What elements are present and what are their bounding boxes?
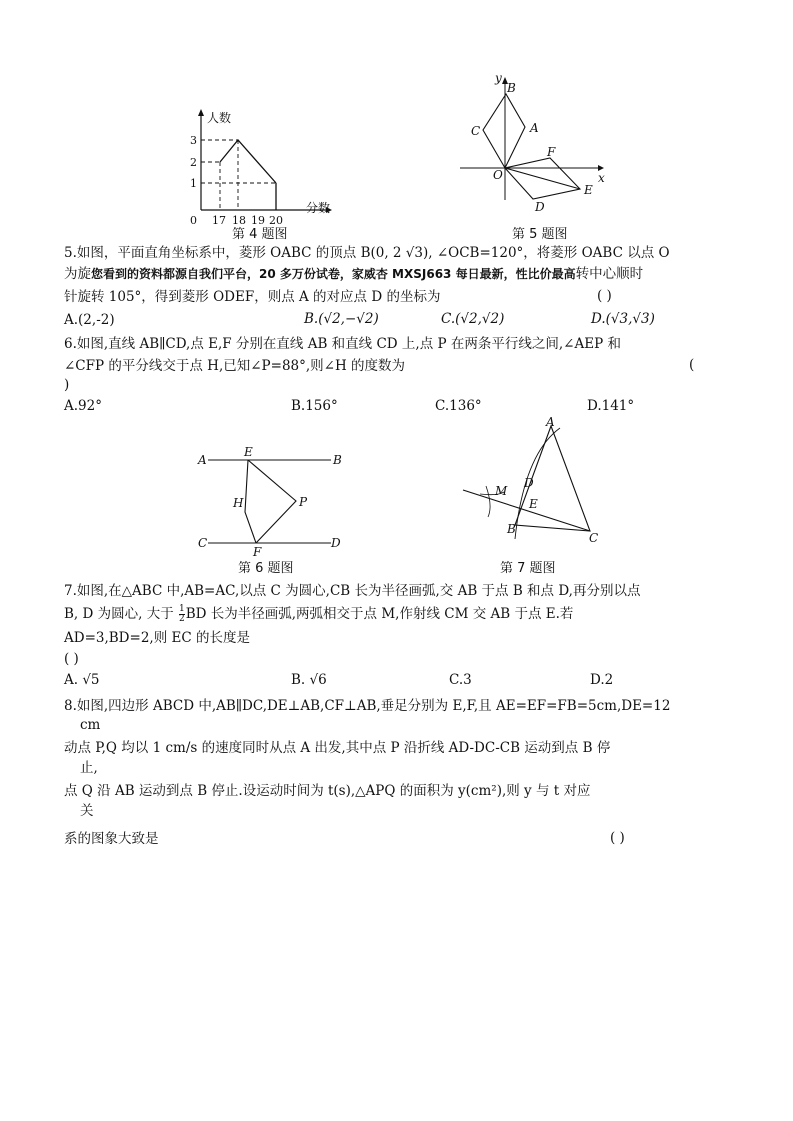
q7-line-2-text-a: B, D 为圆心, 大于 bbox=[64, 606, 174, 622]
q7-line-2 bbox=[64, 605, 573, 624]
x-axis-label: x bbox=[598, 171, 605, 185]
figure-4-caption: 第 4 题图 bbox=[232, 227, 288, 242]
q5-answer-bracket: ( ) bbox=[597, 288, 612, 304]
point-m-label: M bbox=[495, 484, 508, 498]
q6-option-c: C.136° bbox=[435, 398, 482, 414]
point-p-label: P bbox=[299, 495, 308, 509]
point-o-label: O bbox=[493, 168, 503, 182]
figure-5-caption: 第 5 题图 bbox=[512, 227, 568, 242]
q5-line-2 bbox=[64, 265, 643, 283]
q7-option-c: C.3 bbox=[449, 672, 472, 688]
q6-option-d: D.141° bbox=[587, 398, 635, 414]
q8-line-3: 点 Q 沿 AB 运动到点 B 停止.设运动时间为 t(s),△APQ 的面积为 y(cm²),则 y 与 t 对应 bbox=[64, 783, 591, 799]
point-b-label: B bbox=[507, 81, 516, 95]
fraction-numerator: 1 bbox=[179, 604, 185, 614]
q5-line-1: 5.如图，平面直角坐标系中，菱形 OABC 的顶点 B(0, 2 √3), ∠OCB=120°，将菱形 OABC 以点 O bbox=[64, 245, 670, 261]
point-d-label: D bbox=[535, 200, 545, 214]
y-axis-label: y bbox=[495, 72, 502, 85]
point-a-label: A bbox=[546, 415, 555, 429]
point-b-label: B bbox=[333, 453, 342, 467]
point-f-label: F bbox=[547, 145, 556, 159]
q6-line-1: 6.如图,直线 AB∥CD,点 E,F 分别在直线 AB 和直线 CD 上,点 P 在两条平行线之间,∠AEP 和 bbox=[64, 336, 621, 352]
q7-option-d: D.2 bbox=[590, 672, 614, 688]
q5-option-b: B.(√2,−√2) bbox=[304, 311, 379, 327]
q8-line-1: 8.如图,四边形 ABCD 中,AB∥DC,DE⊥AB,CF⊥AB,垂足分别为 E,F,且 AE=EF=FB=5cm,DE=12 bbox=[64, 698, 671, 714]
point-a-label: A bbox=[198, 453, 207, 467]
point-d-label: D bbox=[524, 476, 534, 490]
y-tick-3: 3 bbox=[190, 134, 197, 147]
y-axis-label: 人数 bbox=[207, 111, 232, 125]
point-f-label: F bbox=[253, 545, 262, 559]
path-ehf bbox=[245, 460, 256, 543]
rhombus-oabc bbox=[483, 94, 525, 168]
q8-line-3-cont: 关 bbox=[80, 803, 94, 819]
polyline-data bbox=[220, 140, 276, 183]
figure-7 bbox=[458, 414, 608, 554]
q7-line-3: AD=3,BD=2,则 EC 的长度是 bbox=[64, 630, 250, 646]
point-e-label: E bbox=[584, 183, 593, 197]
y-tick-1: 1 bbox=[190, 177, 197, 190]
fraction-half bbox=[179, 605, 185, 624]
q7-option-a: A. √5 bbox=[64, 672, 100, 688]
q7-option-b: B. √6 bbox=[291, 672, 327, 688]
q7-answer-bracket: ( ) bbox=[64, 651, 79, 667]
point-c-label: C bbox=[198, 536, 208, 550]
q8-line-2-cont: 止, bbox=[80, 760, 98, 776]
figure-5 bbox=[455, 72, 615, 222]
point-c-label: C bbox=[589, 531, 599, 545]
q5-option-c: C.(√2,√2) bbox=[441, 311, 505, 327]
y-tick-2: 2 bbox=[190, 156, 197, 169]
ray-cm bbox=[463, 490, 590, 531]
q5-line-3: 针旋转 105°，得到菱形 ODEF，则点 A 的对应点 D 的坐标为 bbox=[64, 289, 441, 305]
point-e-label: E bbox=[529, 497, 538, 511]
q5-line-2-text-a: 为旋 bbox=[64, 266, 91, 282]
watermark-ad-text: 您看到的资料都源自我们平台，20 多万份试卷，家威杏 MXSJ663 每日最新，性比价最高 bbox=[91, 267, 576, 281]
q6-option-b: B.156° bbox=[291, 398, 338, 414]
point-h-label: H bbox=[233, 496, 244, 510]
origin-label: 0 bbox=[190, 214, 197, 227]
x-tick-17: 17 bbox=[212, 214, 226, 227]
q7-line-2-text-b: BD 长为半径画弧,两弧相交于点 M,作射线 CM 交 AB 于点 E.若 bbox=[185, 606, 574, 622]
point-c-label: C bbox=[471, 124, 481, 138]
x-axis-label: 分数 bbox=[306, 201, 331, 215]
path-epf bbox=[248, 460, 296, 543]
q8-answer-bracket: ( ) bbox=[610, 830, 625, 846]
point-e-label: E bbox=[244, 445, 253, 459]
point-b-label: B bbox=[507, 522, 516, 536]
x-tick-19: 19 bbox=[251, 214, 265, 227]
q6-bracket-close: ) bbox=[64, 377, 70, 393]
x-tick-20: 20 bbox=[269, 214, 283, 227]
q6-bracket-open: ( bbox=[689, 357, 695, 373]
figure-4 bbox=[176, 108, 346, 228]
q5-option-d: D.(√3,√3) bbox=[591, 311, 655, 327]
q8-line-4: 系的图象大致是 bbox=[64, 831, 159, 847]
q5-option-a: A.(2,-2) bbox=[64, 312, 115, 328]
figure-7-caption: 第 7 题图 bbox=[500, 561, 556, 576]
point-d-label: D bbox=[331, 536, 341, 550]
q6-option-a: A.92° bbox=[64, 398, 102, 414]
figure-6 bbox=[193, 444, 353, 559]
q6-line-2: ∠CFP 的平分线交于点 H,已知∠P=88°,则∠H 的度数为 bbox=[64, 358, 406, 374]
point-a-label: A bbox=[530, 121, 539, 135]
figure-6-caption: 第 6 题图 bbox=[238, 561, 294, 576]
q8-line-2: 动点 P,Q 均以 1 cm/s 的速度同时从点 A 出发,其中点 P 沿折线 AD-DC-CB 运动到点 B 停 bbox=[64, 740, 611, 756]
fraction-denominator: 2 bbox=[179, 614, 185, 624]
q8-line-1-cont: cm bbox=[80, 717, 101, 733]
arc-bd bbox=[515, 428, 560, 539]
q5-line-2-text-b: 转中心顺时 bbox=[575, 266, 644, 282]
q7-line-1: 7.如图,在△ABC 中,AB=AC,以点 C 为圆心,CB 长为半径画弧,交 AB 于点 B 和点 D,再分别以点 bbox=[64, 583, 641, 599]
x-tick-18: 18 bbox=[232, 214, 246, 227]
